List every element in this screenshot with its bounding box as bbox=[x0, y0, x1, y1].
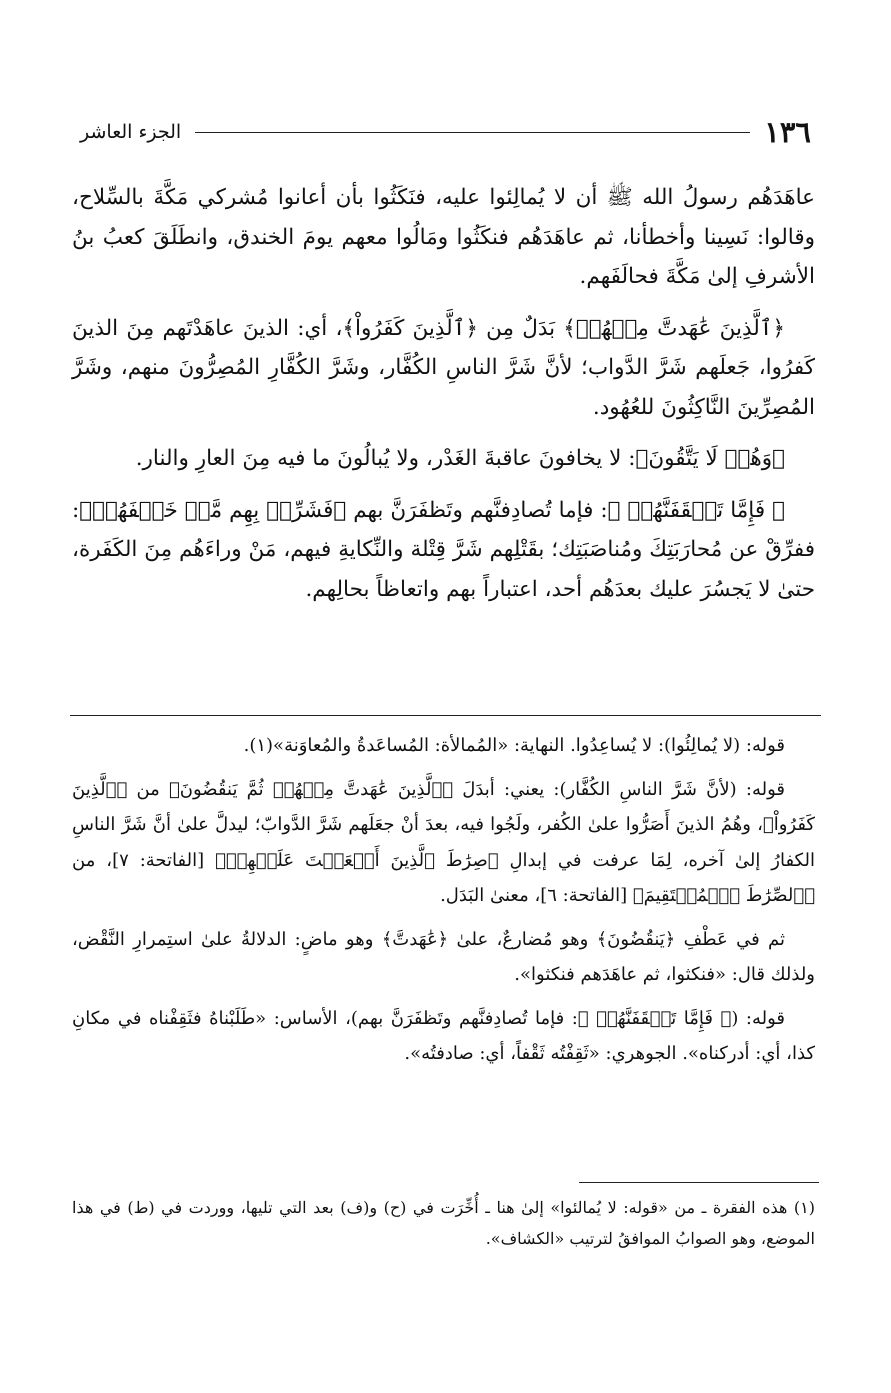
paragraph-4: ﴿ فَإِمَّا تَثۡقَفَنَّهُمۡ ﴾: فإما تُصادِفنَّهم وتَظفَرَنَّ بهم ﴿فَشَرِّدۡ بِهِم مَّنۡ خَلۡفَهُمۡ﴾: ففرِّقْ عن مُحارَبَتِكَ ومُناصَبَتِك؛ بقَتْلِهم شَرَّ قِتْلة والنِّكايةِ فيهم، مَنْ وراءَهُم مِنَ الكَفَرة، حتىٰ لا يَجسُرَ عليك بعدَهُم أحد، اعتباراً بهم واتعاظاً بحالِهم. bbox=[72, 497, 815, 602]
paragraph-1: عاهَدَهُم رسولُ الله ﷺ أن لا يُمالِئوا عليه، فنَكَثُوا بأن أعانوا مُشركي مَكَّةَ بالسِّلاح، وقالوا: نَسِينا وأخطأنا، ثم عاهَدَهُم فنكَثُوا ومَالُوا معهم يومَ الخندق، وانطَلَقَ كعبُ بنُ الأشرفِ إلىٰ مَكَّةَ فحالَفَهم. bbox=[72, 185, 815, 289]
footnote-rule bbox=[579, 1182, 819, 1183]
paragraph-2: ﴿ٱلَّذِينَ عَٰهَدتَّ مِنۡهُمۡ﴾ بَدَلٌ مِن ﴿ٱلَّذِينَ كَفَرُواْ﴾، أي: الذينَ عاهَدْتَهم مِنَ الذينَ كَفرُوا، جَعلَهم شَرَّ الدَّواب؛ لأنَّ شَرَّ الناسِ الكُفَّار، وشَرَّ الكُفَّارِ المُصِرُّونَ منهم، وشَرَّ المُصِرِّينَ النَّاكِثُونَ للعُهُود. bbox=[72, 315, 815, 420]
page-number: ١٣٦ bbox=[764, 115, 811, 149]
commentary bbox=[72, 728, 815, 1080]
main-text bbox=[72, 178, 815, 621]
note-4: قوله: (﴿ فَإِمَّا تَثۡقَفَنَّهُمۡ ﴾: فإما تُصادِفنَّهم وتَظفَرَنَّ بهم)، الأساس: «طَلَبْناهُ فثَقِفْناه في مكانِ كذا، أي: أدركناه». الجوهري: «ثَقِفْتُه ثَقْفاً، أي: صادفتُه». bbox=[72, 1007, 815, 1064]
note-3: ثم في عَطْفِ ﴿يَنقُضُونَ﴾ وهو مُضارعٌ، علىٰ ﴿عَٰهَدتَّ﴾ وهو ماضٍ: الدلالةُ علىٰ استِمرارِ النَّقْض، ولذلك قال: «فنكثوا، ثم عاهَدَهم فنكثوا». bbox=[72, 928, 815, 985]
running-head bbox=[80, 112, 811, 152]
volume-title: الجزء العاشر bbox=[80, 121, 182, 143]
footnote-1: (١) هذه الفقرة ـ من «قوله: لا يُمالئوا» إلىٰ هنا ـ أُخِّرَت في (ح) و(ف) بعد التي تليها، ووردت في (ط) في هذا الموضع، وهو الصوابُ الموافقُ لترتيب «الكشاف». bbox=[72, 1198, 815, 1248]
note-2: قوله: (لأنَّ شَرَّ الناسِ الكُفَّار): يعني: أبدَلَ ﴿ٱلَّذِينَ عَٰهَدتَّ مِنۡهُمۡ ثُمَّ يَنقُضُونَ﴾ من ﴿ٱلَّذِينَ كَفَرُواْ﴾، وهُمُ الذينَ أَصَرُّوا علىٰ الكُفر، ولَجُوا فيه، بعدَ أنْ جعَلَهم شَرَّ الدَّوابّ؛ ليدلَّ علىٰ أنَّ شَرَّ الناسِ الكفارُ إلىٰ آخره، لِمَا عرفت في إبدالِ ﴿صِرَٰطَ ٱلَّذِينَ أَنۡعَمۡتَ عَلَيۡهِمۡ﴾ [الفاتحة: ٧]، من ﴿ٱلصِّرَٰطَ ٱلۡمُسۡتَقِيمَ﴾ [الفاتحة: ٦]، معنىٰ البَدَل. bbox=[72, 778, 815, 906]
note-1: قوله: (لا يُمالِئُوا): لا يُساعِدُوا. النهاية: «المُمالأة: المُساعَدةُ والمُعاوَنة»(١). bbox=[243, 735, 785, 756]
commentary-separator bbox=[70, 715, 821, 716]
paragraph-3: ﴿وَهُمۡ لَا يَتَّقُونَ﴾: لا يخافونَ عاقبةَ الغَدْر، ولا يُبالُونَ ما فيه مِنَ العارِ والنار. bbox=[135, 446, 785, 471]
footnotes bbox=[72, 1192, 815, 1254]
header-rule bbox=[195, 132, 750, 133]
